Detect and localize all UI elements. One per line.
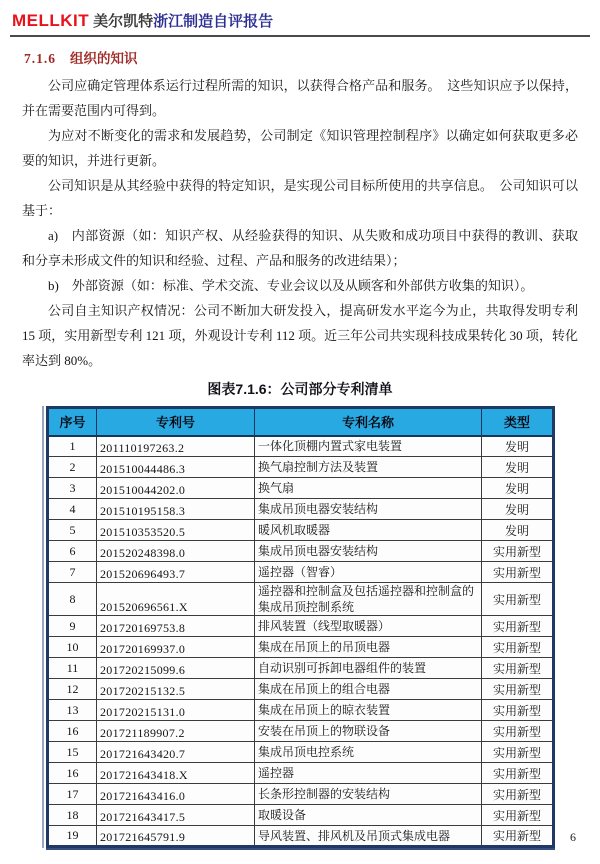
cell-patent-name: 换气扇 bbox=[255, 478, 482, 499]
patent-table-body bbox=[48, 436, 554, 847]
cell-seq: 1 bbox=[48, 436, 97, 457]
cell-patent-type: 实用新型 bbox=[482, 616, 554, 637]
cell-seq: 11 bbox=[48, 658, 97, 679]
cell-patent-name: 长条形控制器的安装结构 bbox=[255, 784, 482, 805]
cell-patent-name: 集成在吊顶上的组合电器 bbox=[255, 679, 482, 700]
cell-patent-name: 集成在吊顶上的晾衣装置 bbox=[255, 700, 482, 721]
table-row bbox=[48, 658, 554, 679]
table-row bbox=[48, 700, 554, 721]
cell-patent-type: 实用新型 bbox=[482, 583, 554, 616]
table-row bbox=[48, 541, 554, 562]
cell-patent-no: 201721189907.2 bbox=[97, 721, 255, 742]
section-heading bbox=[24, 47, 578, 67]
cell-patent-name: 一体化顶棚内置式家电装置 bbox=[255, 436, 482, 457]
patent-table-head bbox=[48, 408, 554, 436]
cell-patent-type: 实用新型 bbox=[482, 658, 554, 679]
section-title: 组织的知识 bbox=[70, 51, 138, 66]
cell-patent-no: 201721643417.5 bbox=[97, 805, 255, 826]
cell-patent-no: 201510044202.0 bbox=[97, 478, 255, 499]
cell-patent-type: 实用新型 bbox=[482, 763, 554, 784]
document-header bbox=[10, 8, 590, 37]
col-header-seq: 序号 bbox=[48, 408, 97, 436]
cell-patent-no: 201721645791.9 bbox=[97, 826, 255, 847]
col-header-patent-name: 专利名称 bbox=[255, 408, 482, 436]
list-item-external-resources: b) 外部资源（如：标准、学术交流、专业会议以及从顾客和外部供方收集的知识）。 bbox=[48, 278, 534, 293]
cell-patent-name: 遥控器 bbox=[255, 763, 482, 784]
table-row bbox=[48, 616, 554, 637]
table-row bbox=[48, 583, 554, 616]
cell-seq: 16 bbox=[48, 721, 97, 742]
cell-patent-no: 201721643418.X bbox=[97, 763, 255, 784]
cell-patent-type: 实用新型 bbox=[482, 562, 554, 583]
paragraph-knowledge-procedure: 为应对不断变化的需求和发展趋势，公司制定《知识管理控制程序》以确定如何获取更多必要的知识，并进行更新。 bbox=[22, 128, 578, 168]
cell-seq: 19 bbox=[48, 826, 97, 847]
table-row bbox=[48, 520, 554, 541]
page-number: 6 bbox=[570, 830, 576, 844]
cell-patent-name: 排风装置（线型取暖器） bbox=[255, 616, 482, 637]
cell-patent-type: 发明 bbox=[482, 520, 554, 541]
cell-seq: 3 bbox=[48, 478, 97, 499]
cell-seq: 2 bbox=[48, 457, 97, 478]
paragraph-knowledge-basis: 公司知识是从其经验中获得的特定知识，是实现公司目标所使用的共享信息。 公司知识可以基于： bbox=[22, 178, 578, 218]
cell-patent-type: 实用新型 bbox=[482, 826, 554, 847]
cell-seq: 10 bbox=[48, 637, 97, 658]
paragraph-knowledge-requirement: 公司应确定管理体系运行过程所需的知识，以获得合格产品和服务。 这些知识应予以保持，并在需要范围内可得到。 bbox=[22, 78, 578, 118]
cell-seq: 16 bbox=[48, 763, 97, 784]
cell-patent-type: 实用新型 bbox=[482, 721, 554, 742]
cell-seq: 5 bbox=[48, 520, 97, 541]
table-row bbox=[48, 721, 554, 742]
patent-table-container bbox=[46, 406, 578, 848]
col-header-type: 类型 bbox=[482, 408, 554, 436]
cell-seq: 9 bbox=[48, 616, 97, 637]
cell-patent-name: 集成吊顶电控系统 bbox=[255, 742, 482, 763]
cell-patent-name: 集成在吊顶上的吊顶电器 bbox=[255, 637, 482, 658]
cell-seq: 8 bbox=[48, 583, 97, 616]
cell-seq: 4 bbox=[48, 499, 97, 520]
cell-patent-name: 自动识别可拆卸电器组件的装置 bbox=[255, 658, 482, 679]
cell-patent-no: 201721643420.7 bbox=[97, 742, 255, 763]
report-subtitle: 浙江制造自评报告 bbox=[153, 14, 274, 30]
cell-patent-no: 201721643416.0 bbox=[97, 784, 255, 805]
body-text bbox=[22, 73, 578, 373]
cell-patent-type: 实用新型 bbox=[482, 805, 554, 826]
table-row bbox=[48, 436, 554, 457]
table-row bbox=[48, 637, 554, 658]
cell-patent-no: 201720169937.0 bbox=[97, 637, 255, 658]
table-row bbox=[48, 478, 554, 499]
cell-seq: 17 bbox=[48, 784, 97, 805]
table-row bbox=[48, 499, 554, 520]
cell-patent-type: 实用新型 bbox=[482, 541, 554, 562]
cell-patent-no: 201110197263.2 bbox=[97, 436, 255, 457]
cell-patent-no: 201510195158.3 bbox=[97, 499, 255, 520]
mellkit-logo: MELLKIT bbox=[12, 11, 90, 30]
cell-patent-type: 发明 bbox=[482, 478, 554, 499]
cell-patent-name: 取暖设备 bbox=[255, 805, 482, 826]
cell-patent-name: 集成吊顶电器安装结构 bbox=[255, 541, 482, 562]
cell-patent-type: 实用新型 bbox=[482, 637, 554, 658]
table-row bbox=[48, 826, 554, 847]
cell-patent-name: 遥控器（智睿） bbox=[255, 562, 482, 583]
section-number: 7.1.6 bbox=[24, 51, 56, 66]
cell-seq: 15 bbox=[48, 742, 97, 763]
cell-patent-no: 201720215132.5 bbox=[97, 679, 255, 700]
table-caption: 图表7.1.6：公司部分专利清单 bbox=[207, 381, 393, 397]
header-row bbox=[48, 408, 554, 436]
cell-patent-no: 201510353520.5 bbox=[97, 520, 255, 541]
cell-patent-name: 导风装置、排风机及吊顶式集成电器 bbox=[255, 826, 482, 847]
table-row bbox=[48, 805, 554, 826]
table-row bbox=[48, 679, 554, 700]
cell-patent-no: 201720215099.6 bbox=[97, 658, 255, 679]
paragraph-ip-status: 公司自主知识产权情况：公司不断加大研发投入，提高研发水平迄今为止，共取得发明专利 15 项，实用新型专利 121 项，外观设计专利 112 项。近三年公司共实现科技成果转化 30 项，转化率达到 80%。 bbox=[22, 303, 578, 368]
table-row bbox=[48, 562, 554, 583]
cell-patent-no: 201720169753.8 bbox=[97, 616, 255, 637]
table-row bbox=[48, 784, 554, 805]
company-name: 美尔凯特 bbox=[93, 14, 154, 30]
cell-patent-type: 实用新型 bbox=[482, 679, 554, 700]
cell-patent-type: 发明 bbox=[482, 436, 554, 457]
list-item-internal-resources: a) 内部资源（如：知识产权、从经验获得的知识、从失败和成功项目中获得的教训、获取和分享未形成文件的知识和经验、过程、产品和服务的改进结果）； bbox=[22, 228, 578, 268]
cell-patent-type: 实用新型 bbox=[482, 700, 554, 721]
cell-patent-name: 暖风机取暖器 bbox=[255, 520, 482, 541]
cell-patent-no: 201720215131.0 bbox=[97, 700, 255, 721]
cell-patent-type: 发明 bbox=[482, 457, 554, 478]
table-row bbox=[48, 742, 554, 763]
col-header-patent-no: 专利号 bbox=[97, 408, 255, 436]
cell-seq: 13 bbox=[48, 700, 97, 721]
cell-patent-no: 201520696493.7 bbox=[97, 562, 255, 583]
cell-seq: 7 bbox=[48, 562, 97, 583]
cell-patent-type: 实用新型 bbox=[482, 784, 554, 805]
cell-seq: 18 bbox=[48, 805, 97, 826]
patent-table bbox=[46, 406, 555, 848]
cell-patent-name: 换气扇控制方法及装置 bbox=[255, 457, 482, 478]
cell-patent-no: 201520696561.X bbox=[97, 583, 255, 616]
cell-patent-no: 201520248398.0 bbox=[97, 541, 255, 562]
cell-seq: 6 bbox=[48, 541, 97, 562]
table-row bbox=[48, 457, 554, 478]
table-row bbox=[48, 763, 554, 784]
cell-patent-type: 发明 bbox=[482, 499, 554, 520]
cell-patent-name: 遥控器和控制盒及包括遥控器和控制盒的集成吊顶控制系统 bbox=[255, 583, 482, 616]
cell-patent-no: 201510044486.3 bbox=[97, 457, 255, 478]
cell-patent-name: 安装在吊顶上的物联设备 bbox=[255, 721, 482, 742]
cell-patent-name: 集成吊顶电器安装结构 bbox=[255, 499, 482, 520]
cell-seq: 12 bbox=[48, 679, 97, 700]
cell-patent-type: 实用新型 bbox=[482, 742, 554, 763]
